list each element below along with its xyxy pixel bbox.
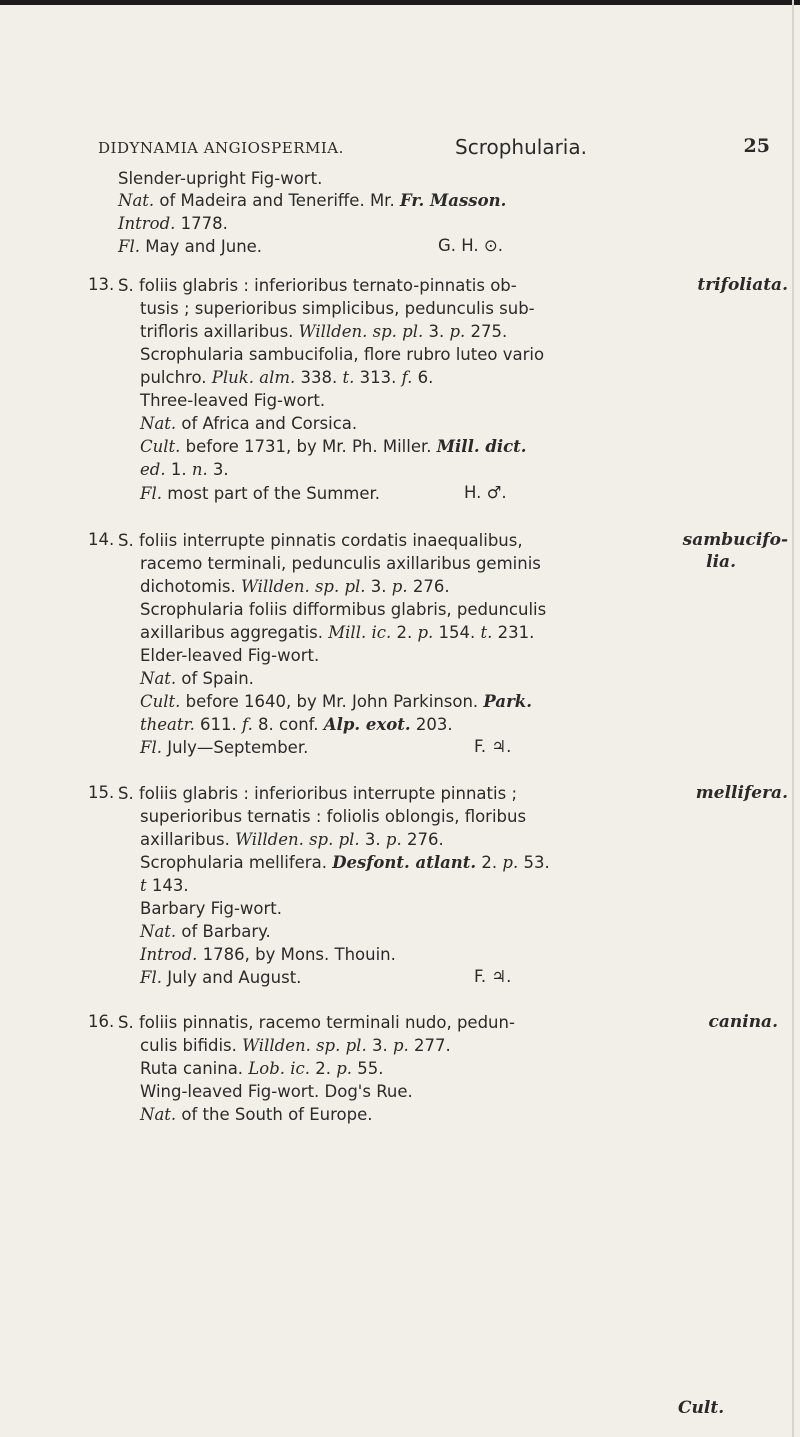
- species-epithet: canina.: [708, 1012, 778, 1032]
- native-line: Nat. of Madeira and Teneriffe. Mr. Fr. Masson.: [118, 191, 507, 210]
- synonym-line: Scrophularia foliis difformibus glabris, pedunculis: [140, 600, 547, 619]
- cultivated-line: Cult. before 1731, by Mr. Ph. Miller. Mill. dict.: [140, 437, 527, 456]
- flowering-line: Fl. July—September.: [140, 738, 309, 757]
- reference-line: ed. 1. n. 3.: [140, 460, 229, 479]
- entry-number: 13.: [88, 275, 115, 294]
- flowering-line: Fl. July and August.: [140, 968, 302, 987]
- introduced-line: Introd. 1786, by Mons. Thouin.: [140, 945, 396, 964]
- species-epithet: trifoliata.: [697, 275, 788, 295]
- reference-line: axillaribus aggregatis. Mill. ic. 2. p. 154. t. 231.: [140, 623, 535, 642]
- entry-number: 14.: [88, 530, 115, 549]
- native-line: Nat. of Barbary.: [140, 922, 271, 941]
- habitat-symbol: F. ♃.: [474, 967, 512, 986]
- reference-line: t 143.: [140, 876, 189, 895]
- page-edge: [792, 0, 794, 1437]
- introduced-line: Introd. 1778.: [118, 214, 228, 233]
- native-line: Nat. of Africa and Corsica.: [140, 414, 358, 433]
- synonym-line: Scrophularia mellifera. Desfont. atlant. 2. p. 53.: [140, 853, 550, 872]
- habitat-symbol: H. ♂.: [464, 483, 507, 502]
- top-border: [0, 0, 800, 5]
- habitat-symbol: F. ♃.: [474, 737, 512, 756]
- diagnosis-line: S. foliis pinnatis, racemo terminali nudo, pedun-: [118, 1013, 515, 1032]
- reference-line: theatr. 611. f. 8. conf. Alp. exot. 203.: [140, 715, 453, 734]
- habitat-symbol: G. H. ⊙.: [438, 236, 503, 255]
- running-header: [98, 135, 770, 163]
- species-epithet: mellifera.: [695, 783, 788, 803]
- common-name: Wing-leaved Fig-wort. Dog's Rue.: [140, 1082, 413, 1101]
- cultivated-line: Cult. before 1640, by Mr. John Parkinson. Park.: [140, 692, 532, 711]
- diagnosis-line: S. foliis glabris : inferioribus ternato-pinnatis ob-: [118, 276, 517, 295]
- common-name: Barbary Fig-wort.: [140, 899, 282, 918]
- common-name: Three-leaved Fig-wort.: [140, 391, 326, 410]
- entry-number: 16.: [88, 1012, 115, 1031]
- catchword: Cult.: [678, 1398, 725, 1418]
- native-line: Nat. of the South of Europe.: [140, 1105, 373, 1124]
- header-class: DIDYNAMIA ANGIOSPERMIA.: [98, 139, 344, 157]
- header-genus: Scrophularia.: [455, 135, 587, 159]
- diagnosis-line: racemo terminali, pedunculis axillaribus geminis: [140, 554, 541, 573]
- reference-line: trifloris axillaribus. Willden. sp. pl. 3. p. 275.: [140, 322, 508, 341]
- synonym-line: Ruta canina. Lob. ic. 2. p. 55.: [140, 1059, 384, 1078]
- common-name: Elder-leaved Fig-wort.: [140, 646, 320, 665]
- diagnosis-line: S. foliis glabris : inferioribus interrupte pinnatis ;: [118, 784, 517, 803]
- diagnosis-line: S. foliis interrupte pinnatis cordatis inaequalibus,: [118, 531, 523, 550]
- species-epithet-cont: lia.: [706, 552, 736, 572]
- native-line: Nat. of Spain.: [140, 669, 254, 688]
- page-number: 25: [743, 135, 770, 157]
- diagnosis-line: tusis ; superioribus simplicibus, pedunculis sub-: [140, 299, 535, 318]
- reference-line: culis bifidis. Willden. sp. pl. 3. p. 277.: [140, 1036, 451, 1055]
- common-name: Slender-upright Fig-wort.: [118, 169, 323, 188]
- flowering-line: Fl. most part of the Summer.: [140, 484, 381, 503]
- reference-line: axillaribus. Willden. sp. pl. 3. p. 276.: [140, 830, 444, 849]
- species-epithet: sambucifo-: [682, 530, 788, 550]
- synonym-line: Scrophularia sambucifolia, flore rubro luteo vario: [140, 345, 545, 364]
- flowering-line: Fl. May and June.: [118, 237, 263, 256]
- reference-line: dichotomis. Willden. sp. pl. 3. p. 276.: [140, 577, 450, 596]
- diagnosis-line: superioribus ternatis : foliolis oblongis, floribus: [140, 807, 527, 826]
- entry-number: 15.: [88, 783, 115, 802]
- reference-line: pulchro. Pluk. alm. 338. t. 313. f. 6.: [140, 368, 434, 387]
